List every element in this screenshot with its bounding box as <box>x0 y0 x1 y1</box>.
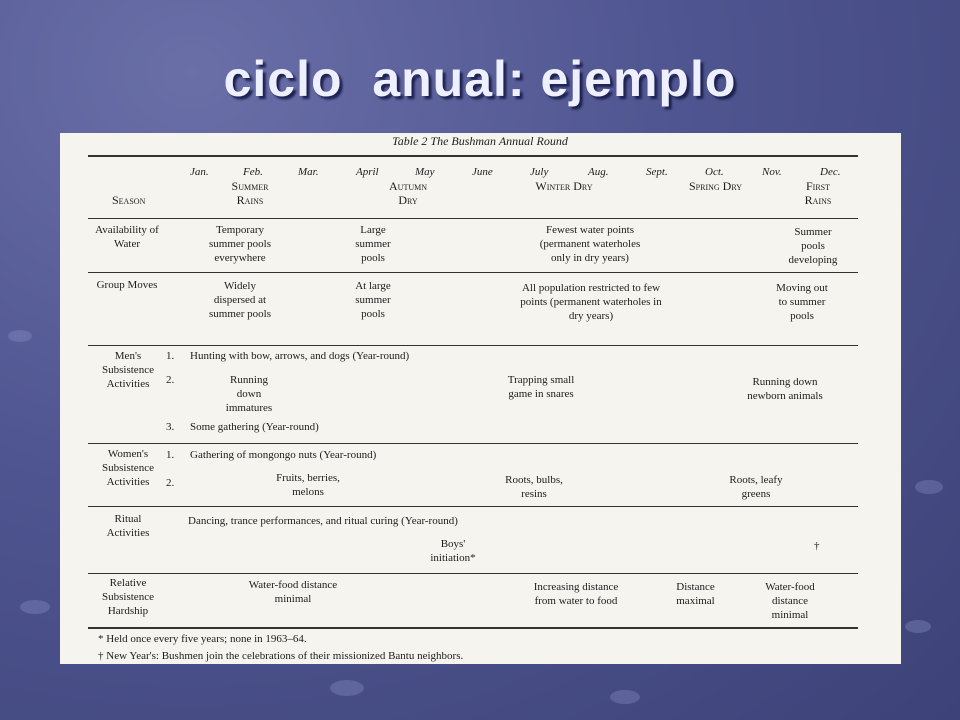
month-mar: Mar. <box>298 166 319 178</box>
season-winter-dry: Winter Dry <box>535 179 593 193</box>
footnote-1: * Held once every five years; none in 1963–64. <box>98 633 307 645</box>
month-june: June <box>472 166 493 178</box>
background-dot <box>20 600 50 614</box>
men-running-down-immatures: Running down immatures <box>225 374 273 414</box>
rule-bottom <box>88 627 858 629</box>
month-dec: Dec. <box>820 166 841 178</box>
rule-ritual <box>88 506 858 507</box>
month-sept: Sept. <box>646 166 668 178</box>
background-dot <box>610 690 640 704</box>
men-trapping: Trapping small game in snares <box>507 374 575 400</box>
men-number-3: 3. <box>166 421 175 433</box>
season-first-rains: First Rains <box>804 179 832 207</box>
women-roots-bulbs: Roots, bulbs, resins <box>505 474 563 500</box>
month-jan: Jan. <box>190 166 209 178</box>
month-oct: Oct. <box>705 166 724 178</box>
row-label-water: Availability of Water <box>95 224 159 250</box>
footnote-2: † New Year's: Bushmen join the celebrations of their missionized Bantu neighbors. <box>98 650 464 662</box>
annual-round-table <box>60 133 901 664</box>
slide-title: ciclo anual: ejemplo <box>223 51 737 107</box>
season-autumn-dry: Autumn Dry <box>389 179 427 207</box>
background-dot <box>330 680 364 696</box>
row-label-women: Women's Subsistence Activities <box>102 448 154 488</box>
ritual-boys-initiation: Boys' initiation* <box>430 538 476 564</box>
rule-women <box>88 443 858 444</box>
moves-first-rains: Moving out to summer pools <box>776 282 828 322</box>
women-activity-1: Gathering of mongongo nuts (Year-round) <box>190 449 377 461</box>
row-label-hardship: Relative Subsistence Hardship <box>102 577 154 617</box>
hardship-spring: Distance maximal <box>676 581 715 607</box>
men-number-1: 1. <box>166 350 175 362</box>
women-number-1: 1. <box>166 449 175 461</box>
month-feb: Feb. <box>243 166 263 178</box>
season-spring-dry: Spring Dry <box>688 179 742 193</box>
women-fruits: Fruits, berries, melons <box>276 472 340 498</box>
month-april: April <box>356 166 379 178</box>
table-caption: Table 2 The Bushman Annual Round <box>392 134 568 148</box>
rule-water <box>88 218 858 219</box>
background-dot <box>8 330 32 342</box>
men-running-down-newborn: Running down newborn animals <box>747 376 823 402</box>
water-first-rains: Summer pools developing <box>788 226 838 266</box>
row-label-moves: Group Moves <box>96 279 158 291</box>
water-winter: Fewest water points (permanent waterholes only in dry years) <box>539 224 641 264</box>
women-roots-greens: Roots, leafy greens <box>729 474 783 500</box>
men-activity-1: Hunting with bow, arrows, and dogs (Year-round) <box>190 350 410 362</box>
hardship-first-rains: Water-food distance minimal <box>765 581 815 621</box>
women-number-2: 2. <box>166 477 175 489</box>
rule-top <box>88 155 858 157</box>
hardship-summer: Water-food distance minimal <box>248 579 338 605</box>
men-number-2: 2. <box>166 374 175 386</box>
background-dot <box>915 480 943 494</box>
moves-autumn: At large summer pools <box>355 280 391 320</box>
month-may: May <box>415 166 435 178</box>
hardship-winter: Increasing distance from water to food <box>533 581 619 607</box>
row-label-men: Men's Subsistence Activities <box>102 350 154 390</box>
season-summer-rains: Summer Rains <box>231 179 269 207</box>
rule-moves <box>88 272 858 273</box>
water-summer: Temporary summer pools everywhere <box>208 224 272 264</box>
ritual-activity-1: Dancing, trance performances, and ritual curing (Year-round) <box>188 515 458 527</box>
men-activity-3: Some gathering (Year-round) <box>190 421 319 433</box>
month-aug: Aug. <box>588 166 609 178</box>
background-dot <box>905 620 931 633</box>
row-label-ritual: Ritual Activities <box>106 513 150 539</box>
rule-hardship <box>88 573 858 574</box>
ritual-dagger: † <box>814 540 820 552</box>
season-label: Season <box>112 193 146 207</box>
moves-winter: All population restricted to few points (permanent waterholes in dry years) <box>520 282 662 322</box>
month-nov: Nov. <box>762 166 782 178</box>
moves-summer: Widely dispersed at summer pools <box>208 280 272 320</box>
water-autumn: Large summer pools <box>355 224 391 264</box>
month-july: July <box>530 166 549 178</box>
rule-men <box>88 345 858 346</box>
